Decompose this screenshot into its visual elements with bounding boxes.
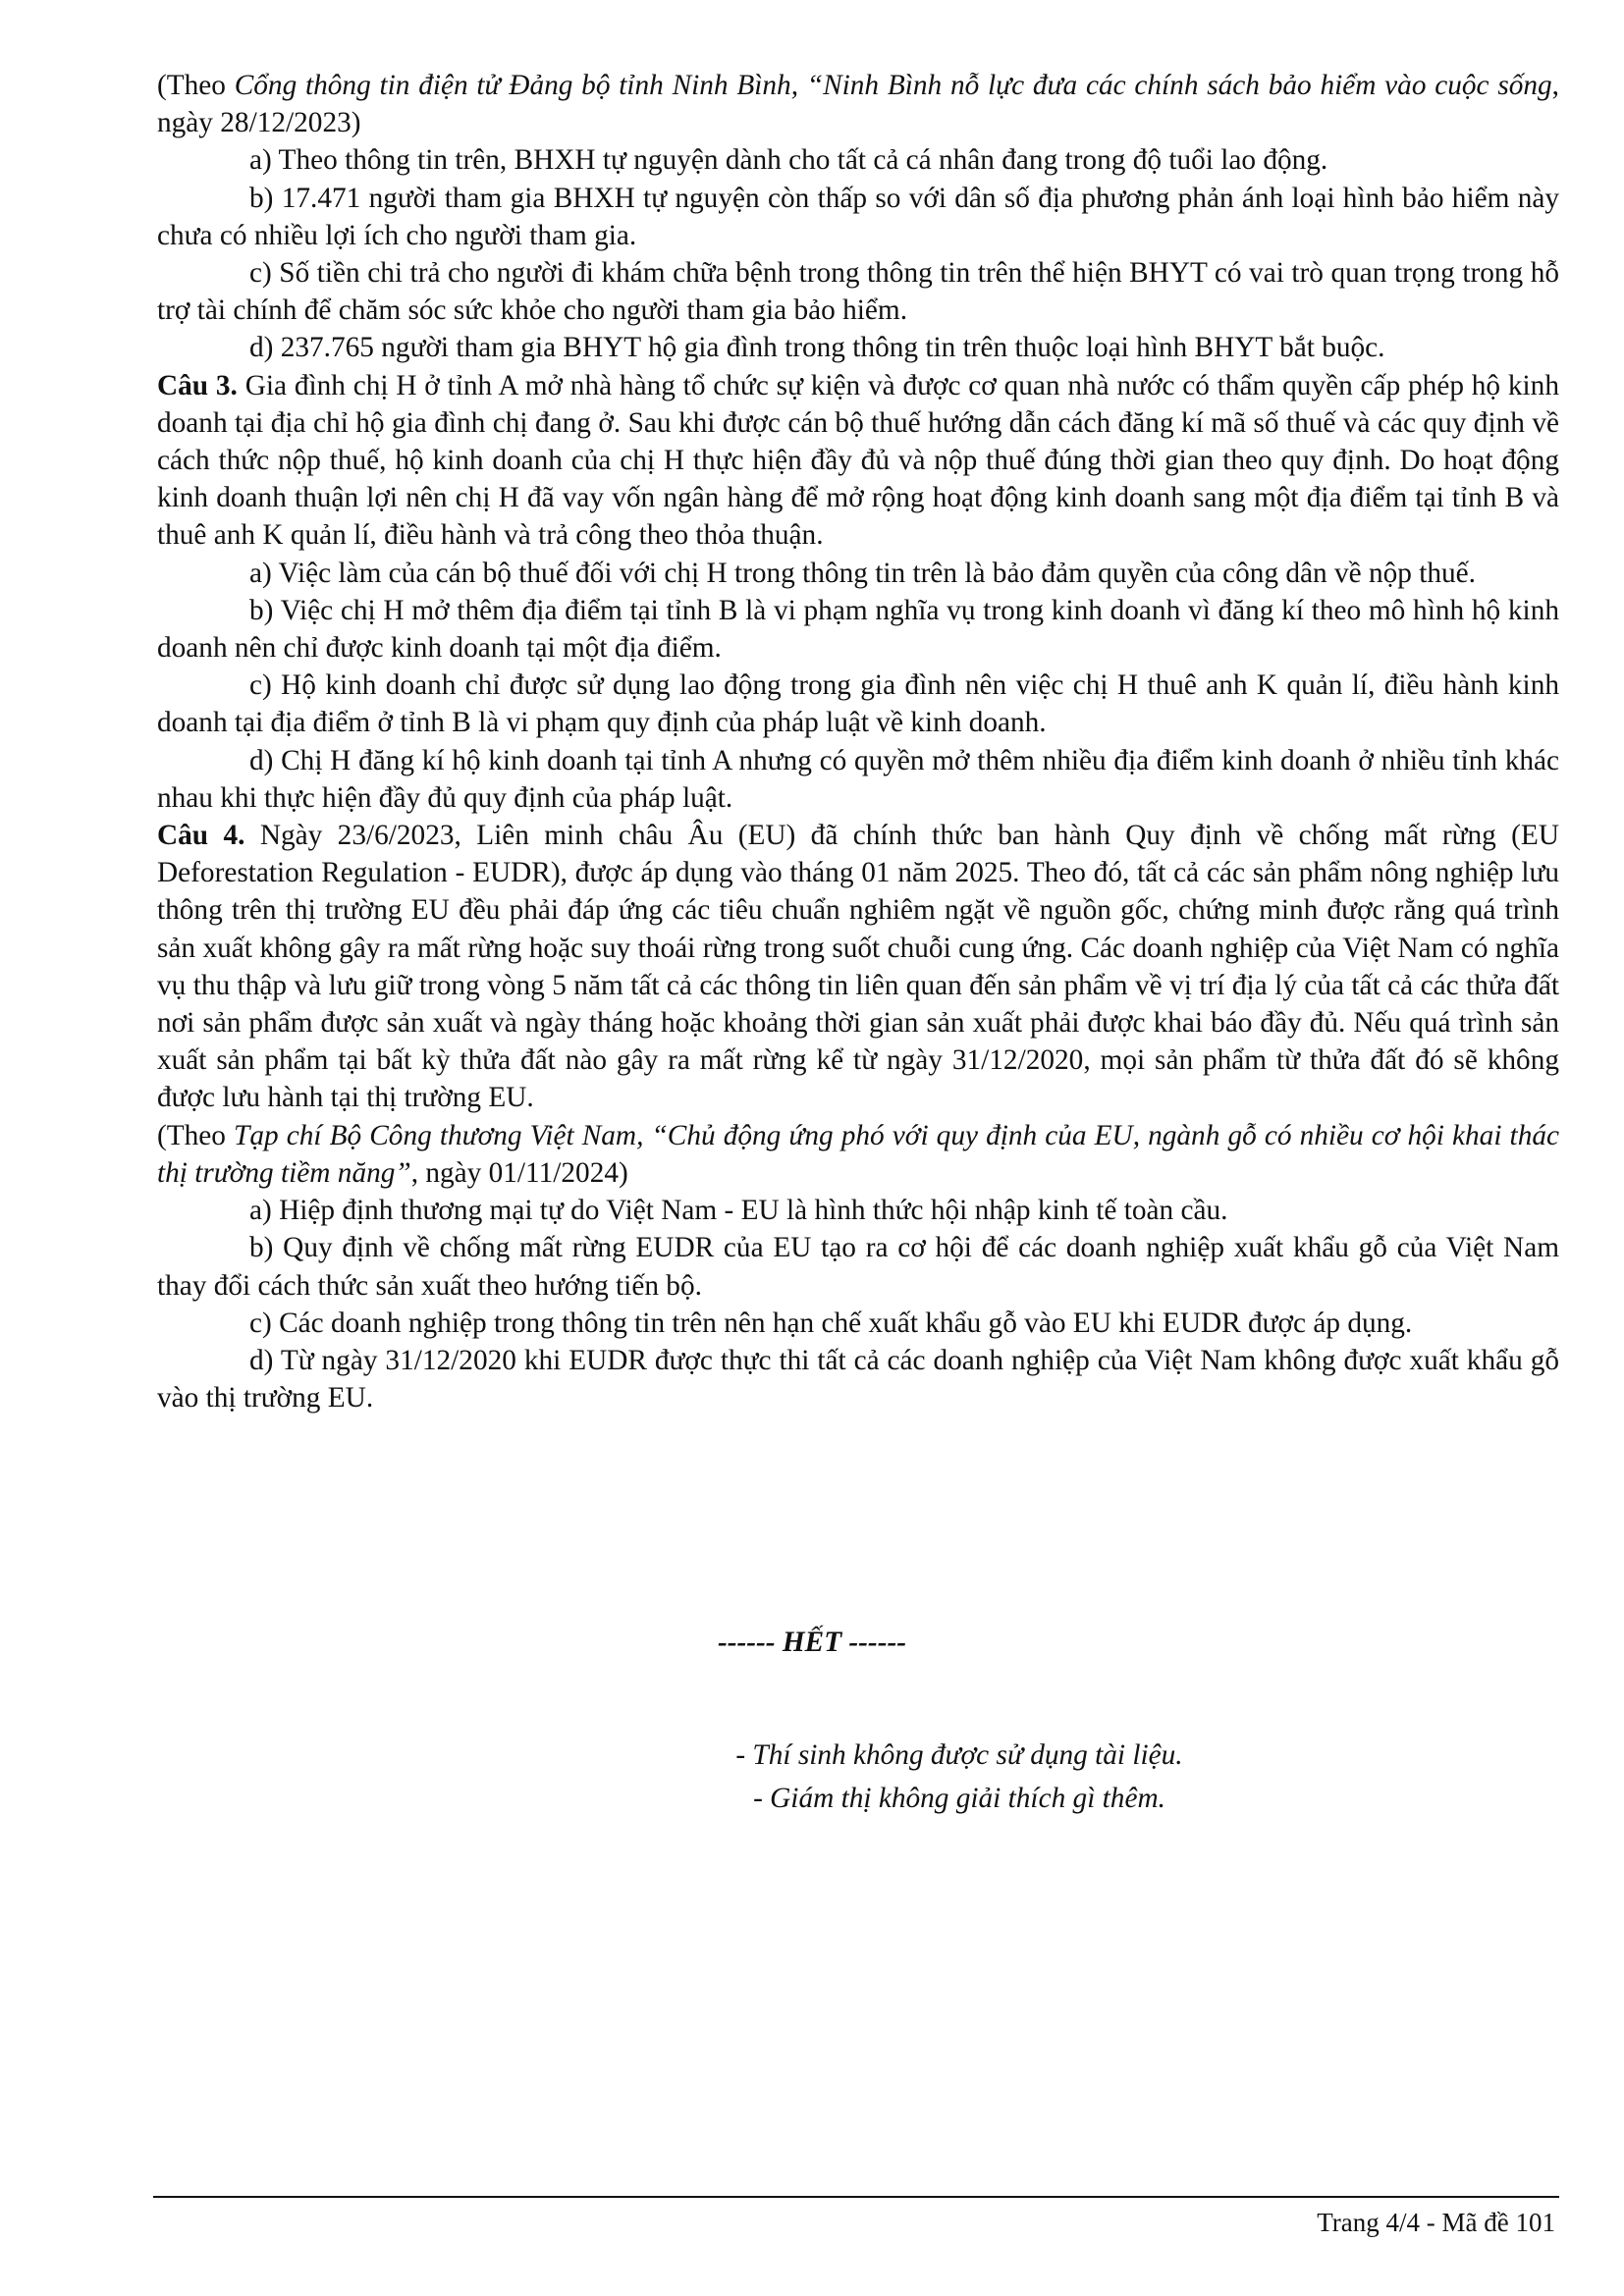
question-3-label: Câu 3. <box>157 369 238 401</box>
citation-title: Tạp chí Bộ Công thương Việt Nam, “Chủ động ứng phó với quy định của EU, ngành gỗ có nhiều cơ hội khai thác thị trường tiềm năng” <box>157 1119 1559 1189</box>
question-4-label: Câu 4. <box>157 820 245 852</box>
q3-option-b: b) Việc chị H mở thêm địa điểm tại tỉnh B là vi phạm nghĩa vụ trong kinh doanh vì đăng kí theo mô hình hộ kinh doanh nên chỉ được kinh doanh tại một địa điểm. <box>157 594 1559 665</box>
source-citation-q4 <box>157 1117 1559 1192</box>
exam-page-body <box>157 67 1559 1416</box>
question-3-text: Gia đình chị H ở tỉnh A mở nhà hàng tổ chức sự kiện và được cơ quan nhà nước có thẩm quyền cấp phép hộ kinh doanh tại địa chỉ hộ gia đình chị đang ở. Sau khi được cán bộ thuế hướng dẫn cách đăng kí mã số thuế và các quy định về cách thức nộp thuế, hộ kinh doanh của chị H thực hiện đầy đủ và nộp thuế đúng thời gian theo quy định. Do hoạt động kinh doanh thuận lợi nên chị H đã vay vốn ngân hàng để mở rộng hoạt động kinh doanh sang một địa điểm tại tỉnh B và thuê anh K quản lí, điều hành và trả công theo thỏa thuận. <box>157 369 1559 552</box>
q4-option-d: d) Từ ngày 31/12/2020 khi EUDR được thực thi tất cả các doanh nghiệp của Việt Nam không được xuất khẩu gỗ vào thị trường EU. <box>157 1344 1559 1415</box>
end-mark: ------ HẾT ------ <box>718 1627 906 1658</box>
citation-prefix: (Theo <box>157 1119 235 1151</box>
exam-notes <box>0 1734 1624 1820</box>
q2-option-a: a) Theo thông tin trên, BHXH tự nguyện dành cho tất cả cá nhân đang trong độ tuổi lao động. <box>249 144 1328 177</box>
q3-option-c: c) Hộ kinh doanh chỉ được sử dụng lao động trong gia đình nên việc chị H thuê anh K quản lí, điều hành kinh doanh tại địa điểm ở tỉnh B là vi phạm quy định của pháp luật về kinh doanh. <box>157 669 1559 739</box>
note-no-explanation: - Giám thị không giải thích gì thêm. <box>753 1783 1165 1814</box>
q4-option-b: b) Quy định về chống mất rừng EUDR của EU tạo ra cơ hội để các doanh nghiệp xuất khẩu gỗ của Việt Nam thay đổi cách thức sản xuất theo hướng tiến bộ. <box>157 1232 1559 1302</box>
citation-date: , ngày 28/12/2023) <box>157 70 1559 139</box>
page-footer: Trang 4/4 - Mã đề 101 <box>1317 2208 1555 2237</box>
q2-option-b: b) 17.471 người tham gia BHXH tự nguyện còn thấp so với dân số địa phương phản ánh loại hình bảo hiểm này chưa có nhiều lợi ích cho người tham gia. <box>157 182 1559 251</box>
citation-date: , ngày 01/11/2024) <box>410 1156 628 1189</box>
footer-divider <box>153 2196 1559 2198</box>
q2-option-c: c) Số tiền chi trả cho người đi khám chữa bệnh trong thông tin trên thể hiện BHYT có vai trò quan trọng trong hỗ trợ tài chính để chăm sóc sức khỏe cho người tham gia bảo hiểm. <box>157 257 1559 327</box>
question-3 <box>157 367 1559 555</box>
source-citation-q2 <box>157 67 1559 141</box>
citation-title: Cổng thông tin điện tử Đảng bộ tỉnh Ninh Bình, “Ninh Bình nỗ lực đưa các chính sách bảo hiểm vào cuộc sống <box>234 70 1552 101</box>
q3-option-d: d) Chị H đăng kí hộ kinh doanh tại tỉnh A nhưng có quyền mở thêm nhiều địa điểm kinh doanh ở nhiều tỉnh khác nhau khi thực hiện đầy đủ quy định của pháp luật. <box>157 744 1559 814</box>
q4-option-a: a) Hiệp định thương mại tự do Việt Nam - EU là hình thức hội nhập kinh tế toàn cầu. <box>249 1195 1228 1227</box>
note-no-materials: - Thí sinh không được sử dụng tài liệu. <box>735 1739 1183 1771</box>
q2-option-d: d) 237.765 người tham gia BHYT hộ gia đình trong thông tin trên thuộc loại hình BHYT bắt buộc. <box>249 332 1385 364</box>
citation-prefix: (Theo <box>157 70 235 101</box>
question-4 <box>157 817 1559 1117</box>
question-4-text: Ngày 23/6/2023, Liên minh châu Âu (EU) đã chính thức ban hành Quy định về chống mất rừng (EU Deforestation Regulation - EUDR), được áp dụng vào tháng 01 năm 2025. Theo đó, tất cả các sản phẩm nông nghiệp lưu thông trên thị trường EU đều phải đáp ứng các tiêu chuẩn nghiêm ngặt về nguồn gốc, chứng minh được rằng quá trình sản xuất không gây ra mất rừng hoặc suy thoái rừng trong suốt chuỗi cung ứng. Các doanh nghiệp của Việt Nam có nghĩa vụ thu thập và lưu giữ trong vòng 5 năm tất cả các thông tin liên quan đến sản phẩm về vị trí địa lý của tất cả các thửa đất nơi sản phẩm được sản xuất và ngày tháng hoặc khoảng thời gian sản xuất phải được khai báo đầy đủ. Nếu quá trình sản xuất sản phẩm tại bất kỳ thửa đất nào gây ra mất rừng kể từ ngày 31/12/2020, mọi sản phẩm từ thửa đất đó sẽ không được lưu hành tại thị trường EU. <box>157 820 1559 1114</box>
q4-option-c: c) Các doanh nghiệp trong thông tin trên nên hạn chế xuất khẩu gỗ vào EU khi EUDR được áp dụng. <box>249 1307 1413 1339</box>
q3-option-a: a) Việc làm của cán bộ thuế đối với chị H trong thông tin trên là bảo đảm quyền của công dân về nộp thuế. <box>249 557 1476 589</box>
